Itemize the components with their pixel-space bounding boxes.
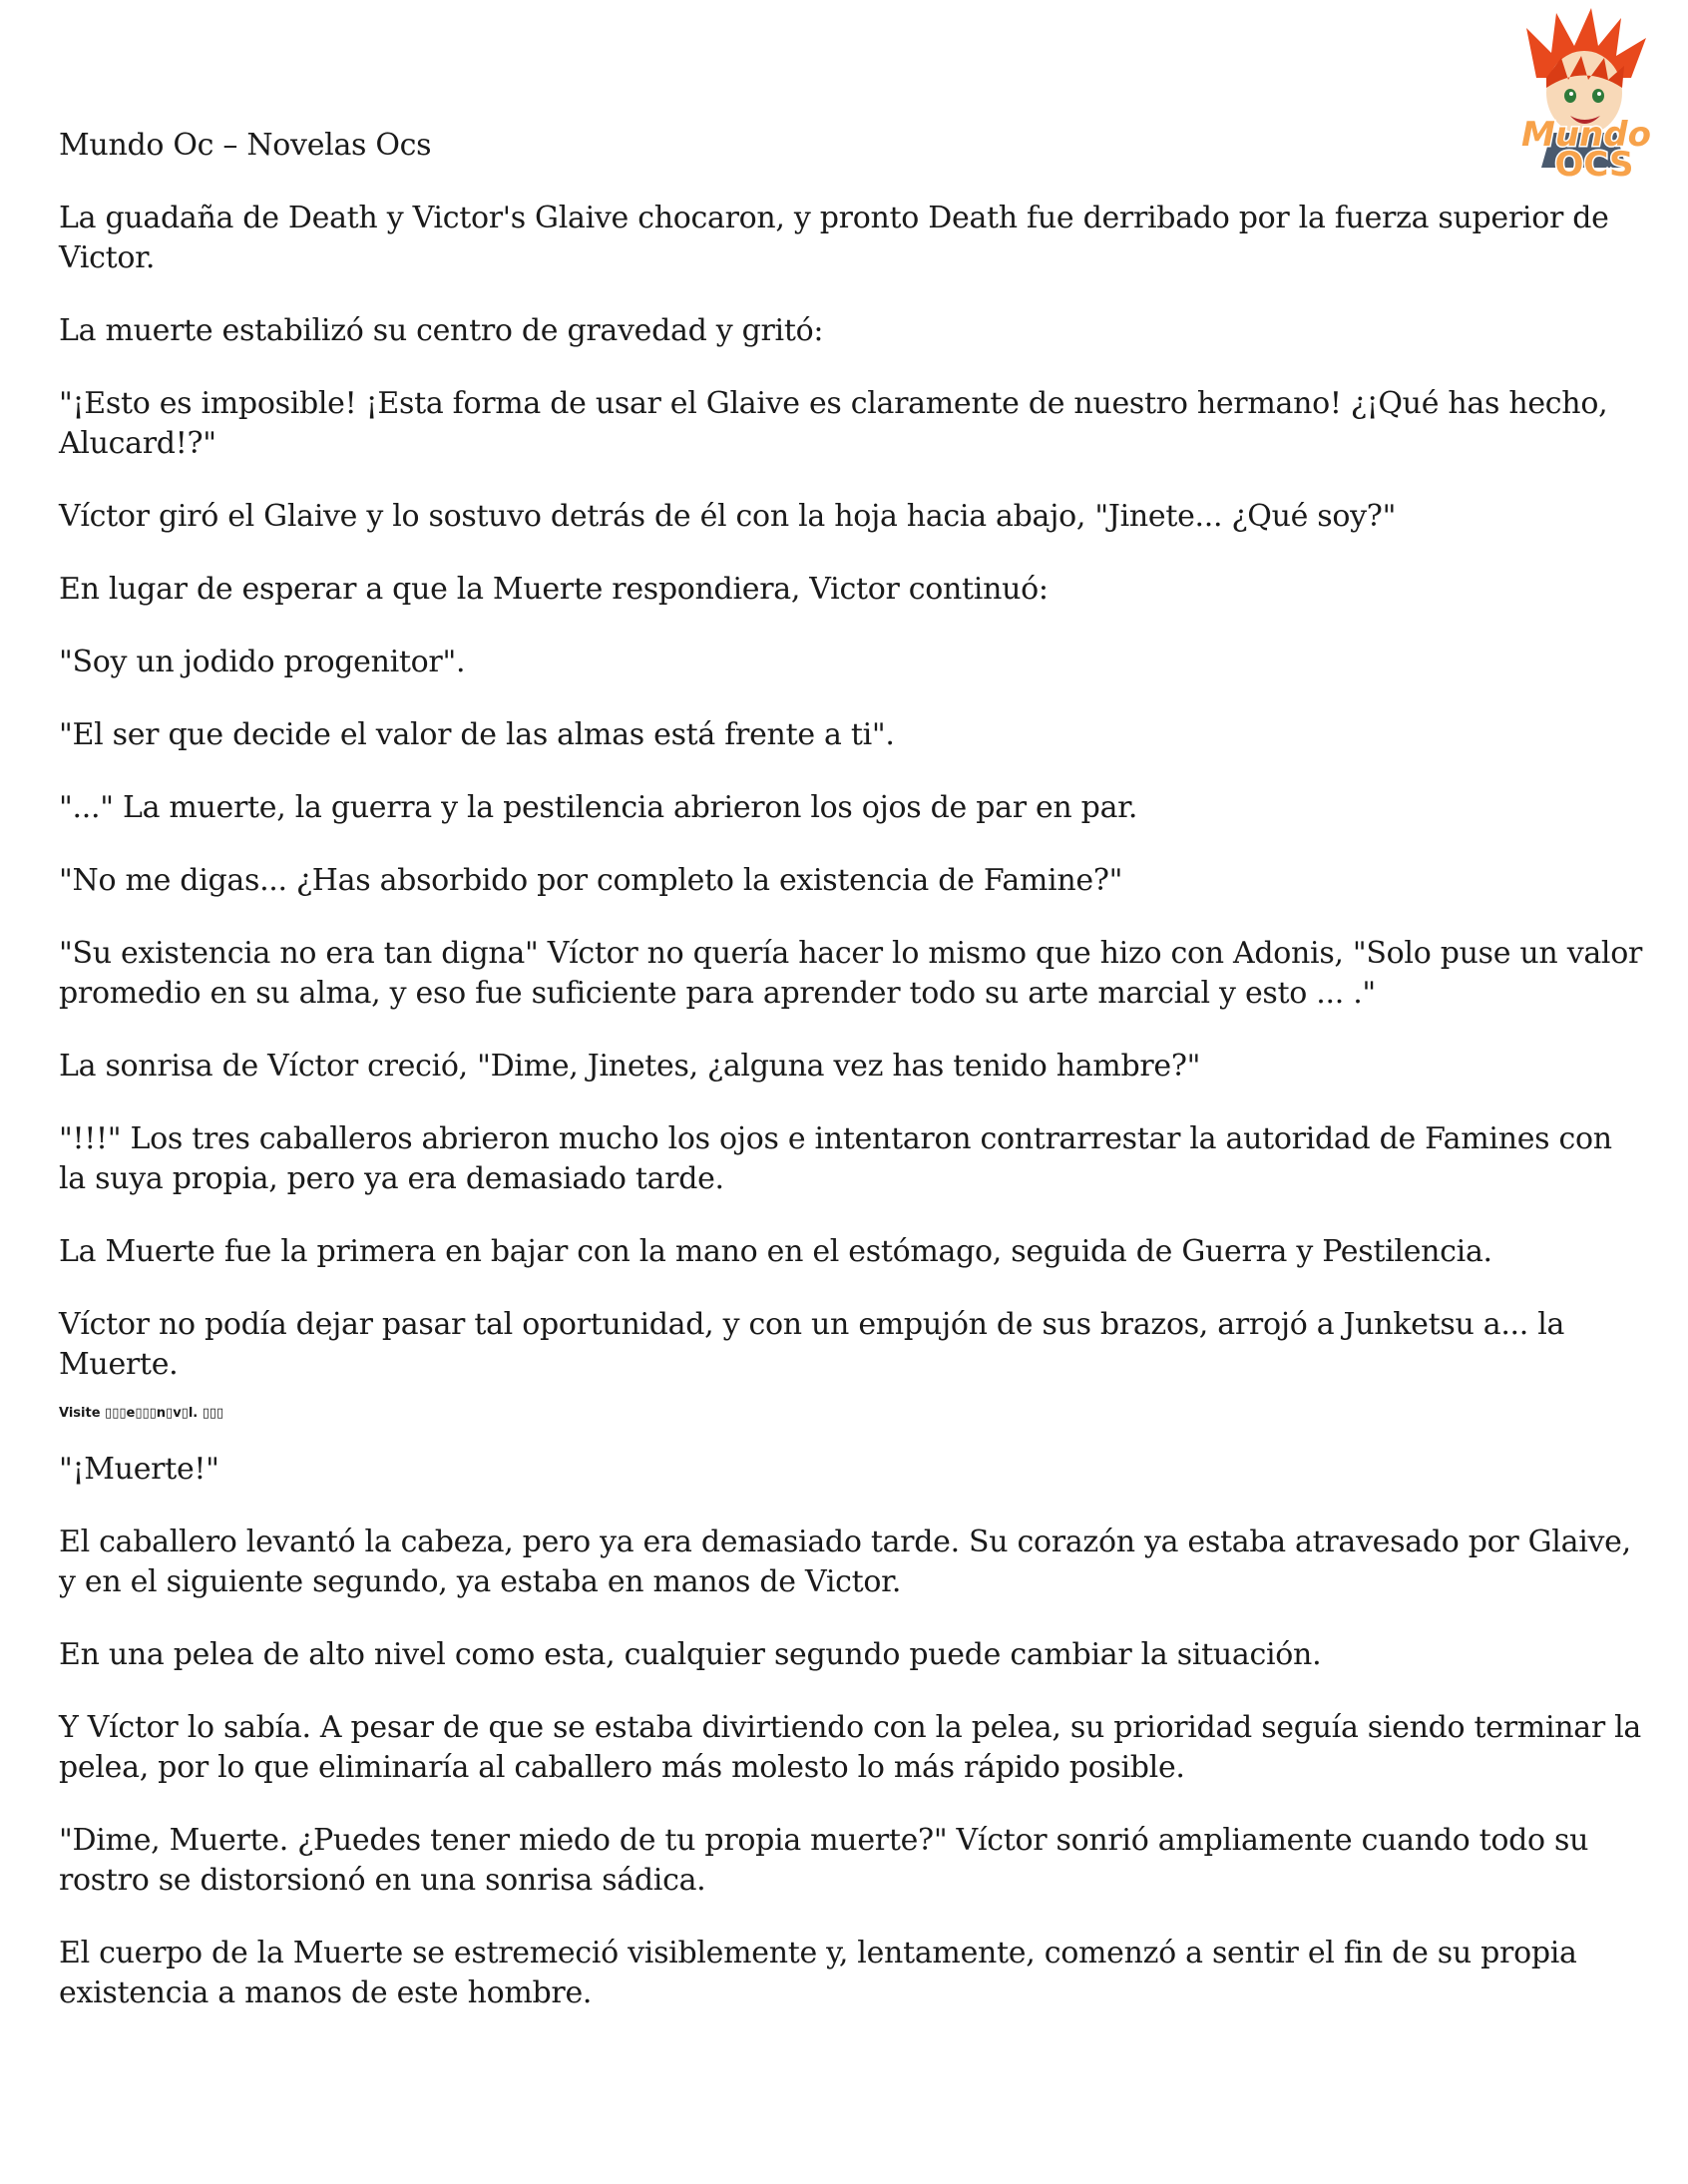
paragraph: "¡Esto es imposible! ¡Esta forma de usar el Glaive es claramente de nuestro hermano! ¿¡Qué has hecho, Alucard!?"	[59, 386, 1608, 461]
paragraph: "!!!" Los tres caballeros abrieron mucho los ojos e intentaron contrarrestar la autoridad de Famines con la suya propia, pero ya era demasiado tarde.	[59, 1121, 1612, 1196]
paragraph: "..." La muerte, la guerra y la pestilencia abrieron los ojos de par en par.	[59, 790, 1138, 825]
document-header: Mundo Oc – Novelas Ocs	[59, 128, 432, 163]
paragraph: "Su existencia no era tan digna" Víctor no quería hacer lo mismo que hizo con Adonis, "Solo puse un valor promedio en su alma, y eso fue suficiente para aprender todo su arte marcial y esto ... ."	[59, 936, 1643, 1011]
paragraph: Víctor giró el Glaive y lo sostuvo detrás de él con la hoja hacia abajo, "Jinete... ¿Qué soy?"	[59, 499, 1397, 534]
paragraph: "Dime, Muerte. ¿Puedes tener miedo de tu propia muerte?" Víctor sonrió ampliamente cuando todo su rostro se distorsionó en una sonrisa sádica.	[59, 1823, 1589, 1898]
watermark-line: Visite ▯▯▯e▯▯▯n▯v▯l. ▯▯▯	[59, 1406, 224, 1421]
paragraph: "Soy un jodido progenitor".	[59, 645, 466, 679]
paragraph: El caballero levantó la cabeza, pero ya era demasiado tarde. Su corazón ya estaba atravesado por Glaive, y en el siguiente segundo, ya estaba en manos de Victor.	[59, 1525, 1631, 1599]
paragraph: La sonrisa de Víctor creció, "Dime, Jinetes, ¿alguna vez has tenido hambre?"	[59, 1049, 1201, 1084]
paragraph: "¡Muerte!"	[59, 1452, 219, 1487]
paragraph: Y Víctor lo sabía. A pesar de que se estaba divirtiendo con la pelea, su prioridad seguía siendo terminar la pelea, por lo que eliminaría al caballero más molesto lo más rápido posible.	[59, 1710, 1642, 1785]
paragraph: El cuerpo de la Muerte se estremeció visiblemente y, lentamente, comenzó a sentir el fin de su propia existencia a manos de este hombre.	[59, 1936, 1577, 2010]
paragraph: "El ser que decide el valor de las almas está frente a ti".	[59, 717, 895, 752]
paragraph: La Muerte fue la primera en bajar con la mano en el estómago, seguida de Guerra y Pestilencia.	[59, 1234, 1492, 1269]
paragraph: La guadaña de Death y Victor's Glaive chocaron, y pronto Death fue derribado por la fuerza superior de Victor.	[59, 201, 1609, 275]
document-body	[59, 126, 1645, 2046]
paragraph: La muerte estabilizó su centro de gravedad y gritó:	[59, 313, 824, 348]
paragraph: Víctor no podía dejar pasar tal oportunidad, y con un empujón de sus brazos, arrojó a Junketsu a... la Muerte.	[59, 1307, 1565, 1382]
svg-text:OCS: OCS	[1554, 145, 1634, 178]
paragraph: En una pelea de alto nivel como esta, cualquier segundo puede cambiar la situación.	[59, 1637, 1322, 1672]
paragraph: "No me digas... ¿Has absorbido por completo la existencia de Famine?"	[59, 863, 1123, 898]
paragraph: En lugar de esperar a que la Muerte respondiera, Victor continuó:	[59, 572, 1049, 607]
svg-text:Mundo: Mundo	[1521, 115, 1651, 155]
